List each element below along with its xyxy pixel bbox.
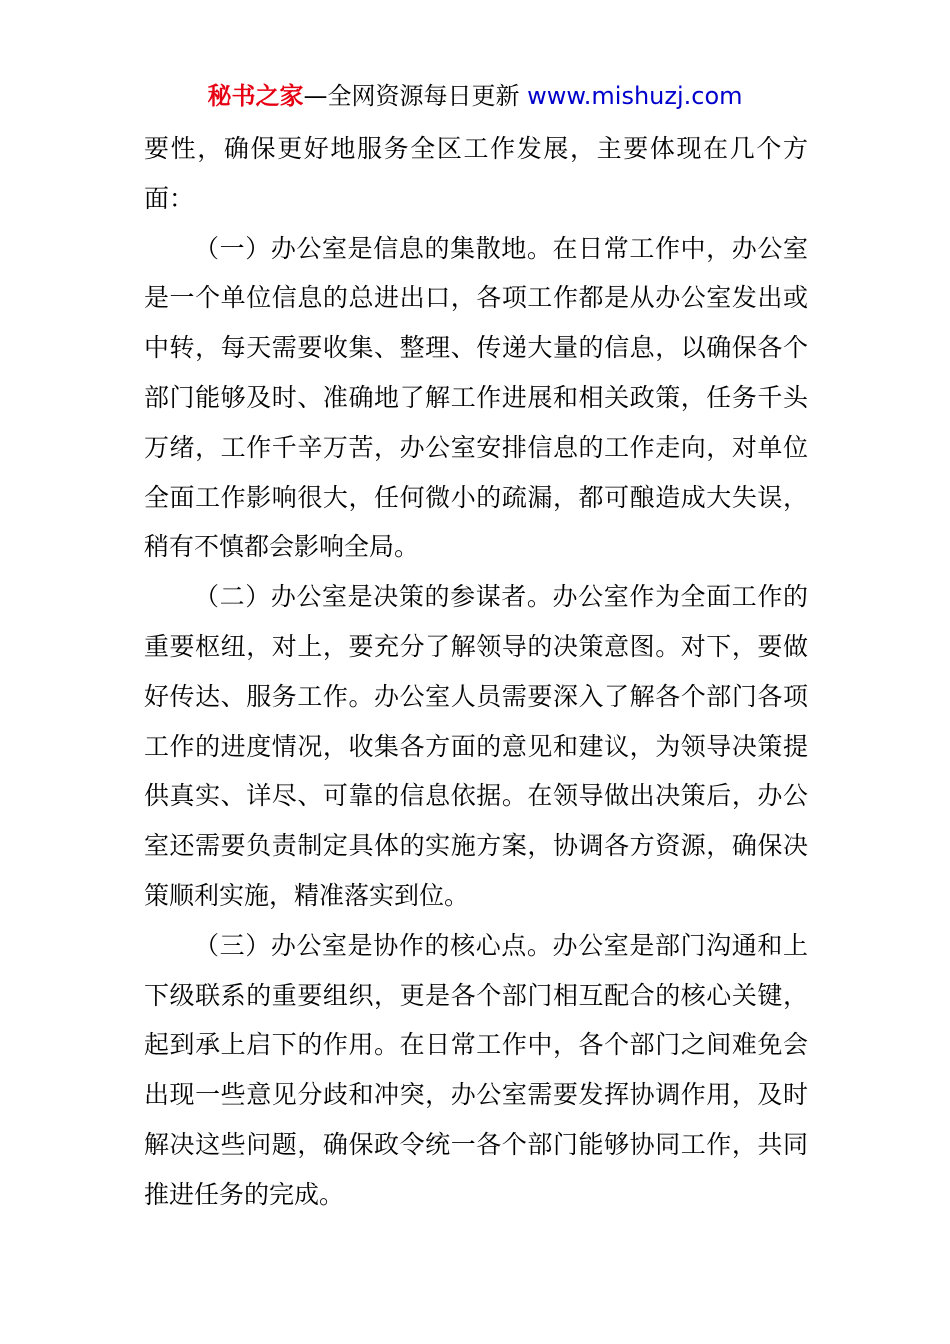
paragraph-continuation: 要性，确保更好地服务全区工作发展，主要体现在几个方面：: [144, 134, 808, 213]
paragraph-section-1: （一）办公室是信息的集散地。在日常工作中，办公室是一个单位信息的总进出口，各项工作都是从办公室发出或中转，每天需要收集、整理、传递大量的信息，以确保各个部门能够及时、准确地了解工作进展和相关政策，任务千头万绪，工作千辛万苦，办公室安排信息的工作走向，对单位全面工作影响很大，任何微小的疏漏，都可酿造成大失误，稍有不慎都会影响全局。: [144, 233, 808, 562]
site-brand: 秘书之家: [207, 82, 304, 110]
document-body: [144, 124, 808, 1220]
site-url-link[interactable]: www.mishuzj.com: [527, 82, 743, 110]
site-tagline: —全网资源每日更新: [303, 82, 520, 110]
site-header: [0, 80, 950, 112]
paragraph-section-2: （二）办公室是决策的参谋者。办公室作为全面工作的重要枢纽，对上，要充分了解领导的决策意图。对下，要做好传达、服务工作。办公室人员需要深入了解各个部门各项工作的进度情况，收集各方面的意见和建议，为领导决策提供真实、详尽、可靠的信息依据。在领导做出决策后，办公室还需要负责制定具体的实施方案，协调各方资源，确保决策顺利实施，精准落实到位。: [144, 582, 808, 910]
paragraph-section-3: （三）办公室是协作的核心点。办公室是部门沟通和上下级联系的重要组织，更是各个部门相互配合的核心关键，起到承上启下的作用。在日常工作中，各个部门之间难免会出现一些意见分歧和冲突，办公室需要发挥协调作用，及时解决这些问题，确保政令统一各个部门能够协同工作，共同推进任务的完成。: [144, 930, 808, 1209]
